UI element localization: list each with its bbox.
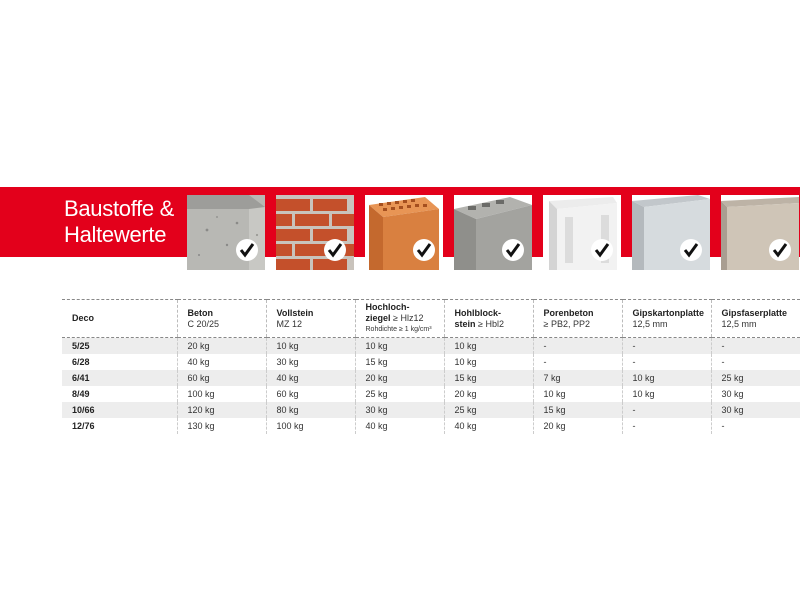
table-cell: 40 kg: [444, 418, 533, 434]
check-icon: [235, 238, 259, 262]
table-cell: 30 kg: [711, 402, 800, 418]
table-cell: 100 kg: [177, 386, 266, 402]
table-cell: -: [533, 338, 622, 355]
header-hohlblockstein: Hohlblock- stein ≥ Hbl2: [444, 300, 533, 338]
banner-title-line-2: Haltewerte: [64, 222, 167, 247]
table-cell: 30 kg: [266, 354, 355, 370]
check-icon: [323, 238, 347, 262]
table-cell: 15 kg: [533, 402, 622, 418]
table-cell: 10/66: [62, 402, 177, 418]
table-cell: 6/41: [62, 370, 177, 386]
table-cell: 40 kg: [177, 354, 266, 370]
header-hochlochziegel: Hochloch- ziegel ≥ Hlz12 Rohdichte ≥ 1 kg/cm³: [355, 300, 444, 338]
table-cell: -: [711, 338, 800, 355]
table-cell: 5/25: [62, 338, 177, 355]
check-icon: [501, 238, 525, 262]
table-cell: 10 kg: [444, 338, 533, 355]
table-cell: 10 kg: [622, 370, 711, 386]
table-cell: 100 kg: [266, 418, 355, 434]
table-cell: 10 kg: [266, 338, 355, 355]
table-cell: -: [711, 418, 800, 434]
table-row: [62, 402, 800, 418]
check-icon: [768, 238, 792, 262]
table-cell: 20 kg: [355, 370, 444, 386]
table-cell: -: [622, 354, 711, 370]
table-header-row: [62, 300, 800, 338]
table-cell: 6/28: [72, 357, 90, 367]
banner-title: [64, 196, 184, 248]
header-vollstein: Vollstein MZ 12: [266, 300, 355, 338]
table-cell: 60 kg: [177, 370, 266, 386]
table-row: [62, 338, 800, 355]
table-cell: 25 kg: [355, 386, 444, 402]
table-cell: 30 kg: [711, 386, 800, 402]
table-cell: 25 kg: [711, 370, 800, 386]
table-cell: 20 kg: [533, 418, 622, 434]
table-cell: -: [533, 354, 622, 370]
header-gipsfaserplatte: Gipsfaserplatte 12,5 mm: [711, 300, 800, 338]
header-deco: Deco: [62, 300, 177, 338]
table-cell: 40 kg: [355, 418, 444, 434]
table-cell: 7 kg: [533, 370, 622, 386]
table-cell: 15 kg: [355, 354, 444, 370]
table-cell: 40 kg: [266, 370, 355, 386]
table-cell: 25 kg: [444, 402, 533, 418]
table-cell: 10 kg: [355, 338, 444, 355]
table-cell: 10 kg: [533, 386, 622, 402]
header-beton: Beton C 20/25: [177, 300, 266, 338]
table-row: [62, 370, 800, 386]
header-gipskartonplatte: Gipskartonplatte 12,5 mm: [622, 300, 711, 338]
table-cell: 130 kg: [177, 418, 266, 434]
table-cell: -: [622, 418, 711, 434]
table-cell: 12/76: [72, 421, 95, 431]
table-row: [62, 386, 800, 402]
table-cell: 15 kg: [444, 370, 533, 386]
table-cell: 8/49: [72, 389, 90, 399]
table-row: [62, 354, 800, 370]
table-cell: 30 kg: [355, 402, 444, 418]
load-values-table: [62, 299, 800, 434]
table-cell: 60 kg: [266, 386, 355, 402]
table-cell: 10 kg: [622, 386, 711, 402]
table-cell: 80 kg: [266, 402, 355, 418]
table-cell: 20 kg: [177, 338, 266, 355]
header-porenbeton: Porenbeton ≥ PB2, PP2: [533, 300, 622, 338]
table-cell: -: [622, 338, 711, 355]
table-cell: 20 kg: [444, 386, 533, 402]
table-cell: -: [711, 354, 800, 370]
table-cell: 120 kg: [177, 402, 266, 418]
check-icon: [412, 238, 436, 262]
banner-title-line-1: Baustoffe &: [64, 196, 175, 221]
table-row: [62, 418, 800, 434]
check-icon: [590, 238, 614, 262]
table-cell: -: [622, 402, 711, 418]
table-cell: 10 kg: [444, 354, 533, 370]
check-icon: [679, 238, 703, 262]
